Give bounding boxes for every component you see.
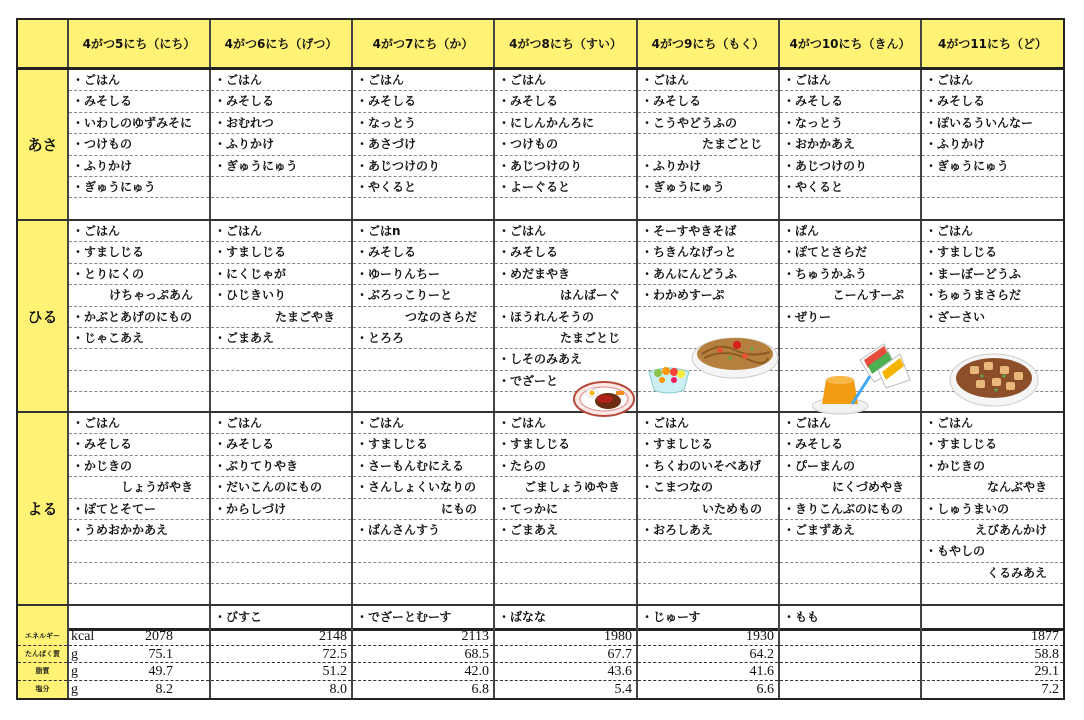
nutrition-row [638, 646, 778, 664]
menu-item [922, 328, 1063, 349]
menu-item: ・まーぼーどうふ [922, 264, 1063, 285]
nutrition-value: 5.4 [614, 681, 632, 697]
menu-item [69, 392, 209, 413]
menu-item: ・ごはん [922, 221, 1063, 242]
nutrition-row [780, 681, 920, 699]
section-label-yoru: よる [18, 413, 69, 604]
menu-item [69, 541, 209, 562]
menu-item: いためもの [638, 499, 778, 520]
menu-item: ・ごはん [69, 70, 209, 91]
menu-item: ・ふりかけ [922, 134, 1063, 155]
menu-item: ・ふりかけ [69, 156, 209, 177]
nutrition-value: 1877 [1031, 629, 1059, 644]
menu-item: ・ばなな [498, 610, 547, 624]
day-header-tue: 4がつ7にち（か） [351, 20, 493, 67]
menu-item [780, 563, 920, 584]
day-cell-asa-thu [636, 70, 778, 219]
menu-item [638, 541, 778, 562]
menu-item: ・ぎゅうにゅう [211, 156, 351, 177]
nutrition-value: 75.1 [148, 646, 173, 662]
nutrition-value: 6.6 [756, 681, 774, 697]
menu-item: ・なっとう [780, 113, 920, 134]
day-cell-yoru-thu [636, 413, 778, 604]
fruit-cocktail-icon [646, 360, 692, 396]
nutrition-value: 2078 [145, 629, 173, 644]
menu-item: ・ふりかけ [211, 134, 351, 155]
menu-item [211, 371, 351, 392]
menu-item: たまごとじ [638, 134, 778, 155]
menu-item: ・あんにんどうふ [638, 264, 778, 285]
menu-item: ・みそしる [211, 434, 351, 455]
menu-item [69, 349, 209, 370]
menu-item: ・つけもの [495, 134, 636, 155]
nutrition-value: 51.2 [322, 664, 347, 679]
hamburg-steak-plate-icon [572, 375, 636, 419]
nutrition-value: 64.2 [749, 646, 774, 662]
nutrition-row [495, 628, 636, 646]
menu-item [69, 198, 209, 219]
menu-item: ・みそしる [69, 434, 209, 455]
menu-item: ・ごはん [780, 70, 920, 91]
day-cell-asa-sat [920, 70, 1063, 219]
menu-item [211, 584, 351, 605]
day-header-thu: 4がつ9にち（もく） [636, 20, 778, 67]
menu-item: ・もやしの [922, 541, 1063, 562]
menu-item: ・ごまずあえ [780, 520, 920, 541]
menu-item [353, 392, 493, 413]
menu-item: ・ひじきいり [211, 285, 351, 306]
menu-item: ・きりこんぶのにもの [780, 499, 920, 520]
menu-item [638, 198, 778, 219]
menu-item: ・ごはん [780, 413, 920, 434]
nutrition-value: 67.7 [607, 646, 632, 662]
nutrition-cell-tue [351, 628, 493, 698]
menu-item: ・みそしる [353, 91, 493, 112]
menu-item: ・ごはん [211, 221, 351, 242]
day-cell-hiru-tue [351, 221, 493, 411]
menu-item: ・つけもの [69, 134, 209, 155]
menu-item: ・じゃこあえ [69, 328, 209, 349]
menu-item: ・にくじゃが [211, 264, 351, 285]
menu-item: しょうがやき [69, 477, 209, 498]
section-label-hiru: ひる [18, 221, 69, 411]
menu-item [353, 349, 493, 370]
menu-item: ・こまつなの [638, 477, 778, 498]
day-cell-oyatsu-sat [920, 606, 1063, 628]
nutrition-value: 7.2 [1041, 681, 1059, 697]
menu-item: ・ざーさい [922, 307, 1063, 328]
nutrition-value: 8.2 [155, 681, 173, 697]
menu-item: ・ぱん [780, 221, 920, 242]
day-cell-oyatsu-tue [351, 606, 493, 628]
menu-item [353, 198, 493, 219]
nutrition-cell-fri [778, 628, 920, 698]
menu-item [353, 584, 493, 605]
day-header-wed: 4がつ8にち（すい） [493, 20, 636, 67]
nutrition-row [211, 628, 351, 646]
menu-item: にくづめやき [780, 477, 920, 498]
day-header-mon: 4がつ6にち（げつ） [209, 20, 351, 67]
nutrition-value: 2148 [319, 629, 347, 644]
menu-item: ・すましじる [69, 242, 209, 263]
menu-item: ・ちきんなげっと [638, 242, 778, 263]
nutrition-cell-mon [209, 628, 351, 698]
menu-item: ・おむれつ [211, 113, 351, 134]
menu-item: ・ゆーりんちー [353, 264, 493, 285]
menu-item [638, 307, 778, 328]
menu-item [69, 606, 209, 628]
menu-item [211, 520, 351, 541]
menu-item [69, 584, 209, 605]
menu-item: ・しゅうまいの [922, 499, 1063, 520]
section-label-oyatsu [18, 606, 69, 628]
day-cell-yoru-wed [493, 413, 636, 604]
menu-item: ・ほうれんそうの [495, 307, 636, 328]
menu-item: ・やくると [353, 177, 493, 198]
menu-item: ・やくると [780, 177, 920, 198]
menu-item [780, 541, 920, 562]
menu-item [211, 198, 351, 219]
nutrition-value: 8.0 [329, 681, 347, 697]
menu-item: にもの [353, 499, 493, 520]
menu-item: ・でざーと [495, 371, 636, 392]
menu-item: ・しそのみあえ [495, 349, 636, 370]
menu-item: ・うめおかかあえ [69, 520, 209, 541]
menu-item: ・びすこ [214, 610, 263, 624]
menu-item [922, 606, 1063, 628]
menu-item: なんぶやき [922, 477, 1063, 498]
menu-item: けちゃっぷあん [69, 285, 209, 306]
menu-item: ・さーもんむにえる [353, 456, 493, 477]
menu-item [69, 371, 209, 392]
nutrition-value: 72.5 [322, 646, 347, 662]
menu-item: ・ごはん [69, 221, 209, 242]
nutrition-row [69, 646, 209, 664]
menu-item [495, 584, 636, 605]
nutrition-section [18, 628, 1063, 698]
day-cell-yoru-sat [920, 413, 1063, 604]
nutrition-value: 49.7 [148, 664, 173, 679]
menu-item [211, 392, 351, 413]
menu-item: ・すましじる [922, 242, 1063, 263]
menu-item: ・みそしる [922, 91, 1063, 112]
nutrition-cell-wed [493, 628, 636, 698]
day-cell-yoru-mon [209, 413, 351, 604]
menu-item [780, 198, 920, 219]
menu-item: ・かぶとあげのにもの [69, 307, 209, 328]
menu-item: ・ぎゅうにゅう [638, 177, 778, 198]
menu-item: ・さんしょくいなりの [353, 477, 493, 498]
nutrition-row [922, 646, 1063, 664]
day-cell-oyatsu-fri [778, 606, 920, 628]
menu-item: ・ごはん [495, 221, 636, 242]
nutrition-row [353, 681, 493, 699]
menu-item: えびあんかけ [922, 520, 1063, 541]
nutrition-row [211, 681, 351, 699]
menu-item: ・にしんかんろに [495, 113, 636, 134]
nutrition-labels [18, 628, 69, 698]
pudding-sandwich-icon [812, 340, 912, 420]
menu-item: ・あじつけのり [353, 156, 493, 177]
menu-item: ・ちゅうまさらだ [922, 285, 1063, 306]
menu-item: たまごとじ [495, 328, 636, 349]
day-cell-asa-fri [778, 70, 920, 219]
nutrition-row [638, 663, 778, 681]
nutrition-row [780, 628, 920, 646]
nutrition-unit: kcal [71, 629, 95, 644]
day-header-sun: 4がつ5にち（にち） [67, 20, 209, 67]
menu-item: ごましょうゆやき [495, 477, 636, 498]
menu-item: ・ぴーまんの [780, 456, 920, 477]
menu-item: ・ごまあえ [495, 520, 636, 541]
menu-item: ・みそしる [495, 242, 636, 263]
nutrition-value: 42.0 [464, 664, 489, 679]
menu-item: ・でざーとむーす [356, 610, 452, 624]
nutrition-row [780, 663, 920, 681]
nutrition-unit: g [71, 664, 78, 679]
nutrition-unit: g [71, 646, 78, 662]
menu-item: ・てっかに [495, 499, 636, 520]
menu-item: ・あじつけのり [780, 156, 920, 177]
day-cell-hiru-mon [209, 221, 351, 411]
menu-item: くるみあえ [922, 563, 1063, 584]
menu-item: ・ぽいるういんなー [922, 113, 1063, 134]
menu-item [638, 563, 778, 584]
nutrition-row [495, 663, 636, 681]
day-cell-asa-tue [351, 70, 493, 219]
menu-item: ・かじきの [69, 456, 209, 477]
header-row [18, 20, 1063, 70]
menu-item: たまごやき [211, 307, 351, 328]
nutrition-cell-sun [67, 628, 209, 698]
menu-item: ・ごはん [495, 413, 636, 434]
nutrition-value: 1930 [746, 629, 774, 644]
menu-item: ・すましじる [353, 434, 493, 455]
day-cell-asa-mon [209, 70, 351, 219]
day-cell-oyatsu-thu [636, 606, 778, 628]
menu-item: ・おかかあえ [780, 134, 920, 155]
menu-item: ・とろろ [353, 328, 493, 349]
day-cell-yoru-sun [67, 413, 209, 604]
day-cell-yoru-tue [351, 413, 493, 604]
menu-item: ・じゅーす [641, 610, 701, 624]
nutrition-value: 68.5 [464, 646, 489, 662]
nutrition-row [638, 628, 778, 646]
menu-item: ・たらの [495, 456, 636, 477]
menu-item: ・ごはん [638, 70, 778, 91]
day-cell-hiru-sun [67, 221, 209, 411]
day-cell-oyatsu-mon [209, 606, 351, 628]
nutrition-unit: g [71, 681, 78, 697]
menu-item: ・みそしる [353, 242, 493, 263]
day-cell-oyatsu-sun [67, 606, 209, 628]
menu-item: ・ぶりてりやき [211, 456, 351, 477]
menu-item: ・ぶろっこりーと [353, 285, 493, 306]
menu-item: ・ばんさんすう [353, 520, 493, 541]
menu-item: ・ちゅうかふう [780, 264, 920, 285]
nutrition-row [353, 646, 493, 664]
nutrition-value: 6.8 [471, 681, 489, 697]
nutrition-value: 29.1 [1034, 664, 1059, 679]
nutrition-value: 58.8 [1034, 646, 1059, 662]
nutrition-row [922, 663, 1063, 681]
menu-item: ・わかめすーぷ [638, 285, 778, 306]
menu-item: ・だいこんのにもの [211, 477, 351, 498]
nutrition-row [922, 681, 1063, 699]
menu-item: ・みそしる [780, 434, 920, 455]
nutrition-row [922, 628, 1063, 646]
nutrition-label-protein: たんぱく質 [18, 646, 67, 664]
menu-item: ・ちくわのいそべあげ [638, 456, 778, 477]
nutrition-row [69, 628, 209, 646]
menu-item: ・もも [783, 610, 820, 624]
menu-item: ・ごはん [922, 70, 1063, 91]
day-cell-yoru-fri [778, 413, 920, 604]
day-cell-oyatsu-wed [493, 606, 636, 628]
menu-item: ・かじきの [922, 456, 1063, 477]
menu-item [211, 563, 351, 584]
menu-item: ・そーすやきそば [638, 221, 778, 242]
menu-item [211, 349, 351, 370]
menu-item: ・すましじる [495, 434, 636, 455]
menu-item: ・ごはん [69, 413, 209, 434]
menu-item: ・すましじる [638, 434, 778, 455]
nutrition-row [211, 663, 351, 681]
menu-item: ・ごはん [211, 413, 351, 434]
day-cell-asa-wed [493, 70, 636, 219]
menu-item: はんばーぐ [495, 285, 636, 306]
menu-item [780, 584, 920, 605]
menu-item: ・あじつけのり [495, 156, 636, 177]
menu-item: ・ごはん [638, 413, 778, 434]
nutrition-row [69, 681, 209, 699]
menu-item: ・ごはん [353, 413, 493, 434]
nutrition-label-energy: エネルギー [18, 628, 67, 646]
menu-item [211, 177, 351, 198]
menu-item: ・みそしる [495, 91, 636, 112]
nutrition-row [69, 663, 209, 681]
menu-item [495, 198, 636, 219]
menu-item: ・ふりかけ [638, 156, 778, 177]
nutrition-cell-sat [920, 628, 1063, 698]
menu-item: ・めだまやき [495, 264, 636, 285]
nutrition-row [353, 628, 493, 646]
nutrition-value: 41.6 [749, 664, 774, 679]
nutrition-label-fat: 脂質 [18, 663, 67, 681]
nutrition-value: 1980 [604, 629, 632, 644]
day-header-sat: 4がつ11にち（ど） [920, 20, 1063, 67]
menu-item [211, 541, 351, 562]
menu-item [353, 563, 493, 584]
menu-item: ・ごはん [211, 70, 351, 91]
menu-item [638, 584, 778, 605]
menu-item [922, 177, 1063, 198]
nutrition-value: 43.6 [607, 664, 632, 679]
nutrition-label-salt: 塩分 [35, 684, 50, 693]
menu-item [353, 371, 493, 392]
nutrition-cell-thu [636, 628, 778, 698]
nutrition-value: 2113 [461, 629, 489, 644]
menu-item [495, 541, 636, 562]
nutrition-row [638, 681, 778, 699]
menu-item: ・みそしる [69, 91, 209, 112]
section-asa [18, 70, 1063, 221]
nutrition-row [353, 663, 493, 681]
menu-table [16, 18, 1065, 700]
day-cell-asa-sun [67, 70, 209, 219]
menu-item: ・ぎゅうにゅう [69, 177, 209, 198]
menu-item: ・ごまあえ [211, 328, 351, 349]
menu-item: ・からしづけ [211, 499, 351, 520]
menu-item: ・ごはん [495, 70, 636, 91]
menu-item: ・いわしのゆずみそに [69, 113, 209, 134]
mapo-tofu-bowl-icon [948, 350, 1040, 410]
yakisoba-plate-icon [690, 328, 780, 380]
menu-item: ・ぎゅうにゅう [922, 156, 1063, 177]
menu-item: ・こうやどうふの [638, 113, 778, 134]
section-yoru [18, 413, 1063, 606]
nutrition-row [780, 646, 920, 664]
menu-item: つなのさらだ [353, 307, 493, 328]
menu-item [495, 563, 636, 584]
menu-item: ・よーぐると [495, 177, 636, 198]
menu-item: ・ぜりー [780, 307, 920, 328]
menu-item: ・おろしあえ [638, 520, 778, 541]
menu-item: ・ごはん [353, 70, 493, 91]
section-label-asa: あさ [18, 70, 69, 219]
menu-item: ・すましじる [211, 242, 351, 263]
menu-item: ・みそしる [780, 91, 920, 112]
nutrition-row [495, 681, 636, 699]
menu-item: ・ぽてとさらだ [780, 242, 920, 263]
menu-item: ・ごはん [922, 413, 1063, 434]
menu-item: ・みそしる [211, 91, 351, 112]
menu-item: ・なっとう [353, 113, 493, 134]
menu-item: ・すましじる [922, 434, 1063, 455]
menu-item: ・みそしる [638, 91, 778, 112]
nutrition-row [211, 646, 351, 664]
menu-item [922, 584, 1063, 605]
menu-item: こーんすーぷ [780, 285, 920, 306]
menu-item [922, 198, 1063, 219]
menu-item: ・あさづけ [353, 134, 493, 155]
day-header-fri: 4がつ10にち（きん） [778, 20, 920, 67]
menu-item [353, 541, 493, 562]
nutrition-row [495, 646, 636, 664]
menu-item: ・ごはn [353, 221, 493, 242]
menu-item [69, 563, 209, 584]
menu-item: ・とりにくの [69, 264, 209, 285]
menu-item: ・ぽてとそてー [69, 499, 209, 520]
